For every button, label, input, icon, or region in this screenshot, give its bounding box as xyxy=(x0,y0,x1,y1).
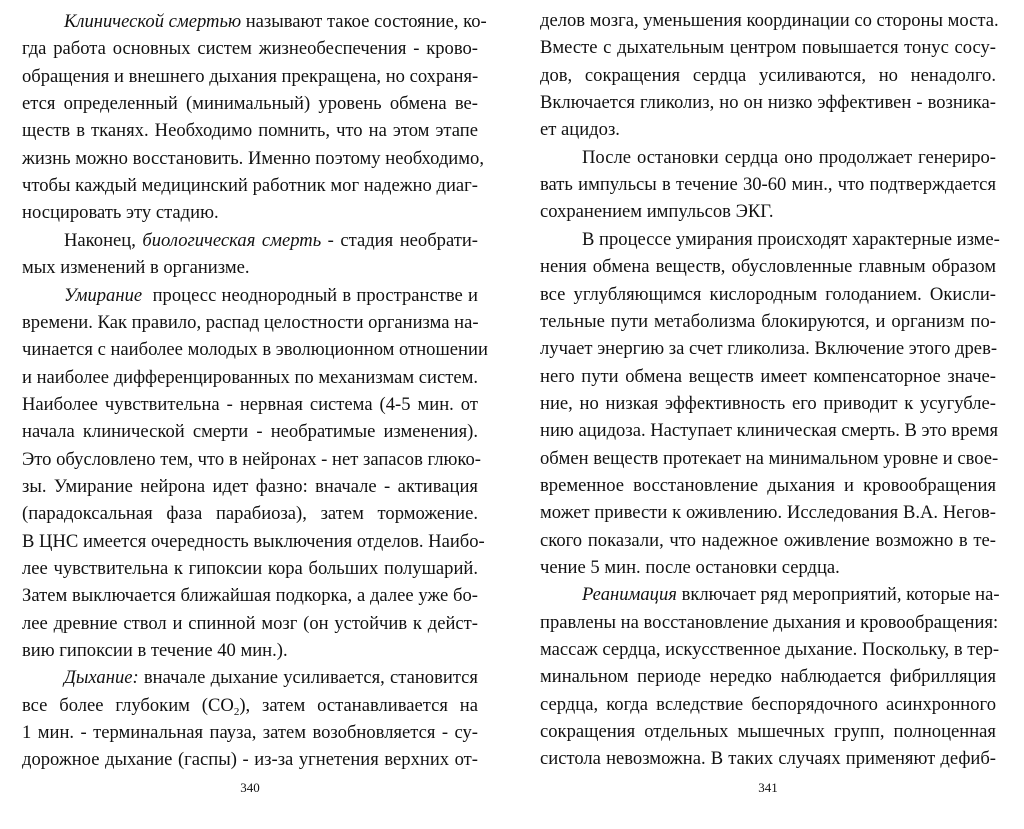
text-run: обмен веществ протекает на минимальном уровне и свое- xyxy=(540,447,999,469)
text-line xyxy=(22,282,478,309)
text-run: носцировать эту стадию. xyxy=(22,202,219,224)
text-line xyxy=(540,554,996,581)
left-page-number: 340 xyxy=(240,780,260,795)
text-run: сохранением импульсов ЭКГ. xyxy=(540,201,774,223)
text-run: все более глубоким (СО xyxy=(22,694,234,716)
text-line xyxy=(22,63,478,90)
text-run: Это обусловлено тем, что в нейронах - нет запасов глюко- xyxy=(22,448,481,470)
text-line xyxy=(22,637,478,664)
text-line xyxy=(22,90,478,117)
text-run: лее древние ствол и спинной мозг (он устойчив к дейст- xyxy=(22,612,478,634)
text-run: (парадоксальная фаза парабиоза), затем торможение. xyxy=(22,503,478,525)
text-line xyxy=(22,227,478,254)
text-line xyxy=(22,8,487,35)
text-run: чтобы каждый медицинский работник мог надежно диаг- xyxy=(22,175,478,197)
text-line xyxy=(22,254,478,281)
text-run: нения обмена веществ, обусловленные главным образом xyxy=(540,256,996,278)
text-run: тельные пути метаболизма блокируются, и организм по- xyxy=(540,310,996,332)
text-line xyxy=(540,581,1000,608)
text-run: жизнь можно восстановить. Именно поэтому необходимо, xyxy=(22,147,484,169)
text-run: вию гипоксии в течение 40 мин.). xyxy=(22,640,288,662)
text-line xyxy=(540,89,996,116)
text-line xyxy=(22,582,478,609)
text-line xyxy=(540,171,996,198)
text-line xyxy=(540,745,996,772)
text-line xyxy=(22,692,478,719)
text-line xyxy=(22,117,478,144)
text-run: гда работа основных систем жизнеобеспечения - крово- xyxy=(22,38,478,60)
text-run: вначале дыхание усиливается, становится xyxy=(138,667,478,689)
text-run: ского показали, что надежное оживление возможно в те- xyxy=(540,529,996,551)
italic-term: Клинической смертью xyxy=(64,11,242,32)
text-line xyxy=(22,172,478,199)
text-run: ществ в тканях. Необходимо помнить, что на этом этапе xyxy=(22,120,478,142)
text-run: процесс неоднородный в пространстве и xyxy=(142,284,478,306)
text-run: ет ацидоз. xyxy=(540,119,620,141)
text-run: Затем выключается ближайшая подкорка, а далее уже бо- xyxy=(22,585,478,607)
text-line xyxy=(22,664,478,691)
text-line xyxy=(540,499,996,526)
text-line xyxy=(22,746,478,773)
text-line xyxy=(540,390,996,417)
text-line xyxy=(540,335,996,362)
text-run: сокращения отдельных мышечных групп, полноценная xyxy=(540,721,996,743)
italic-term: биологическая смерть xyxy=(142,229,322,251)
text-line xyxy=(540,472,996,499)
right-page-number: 341 xyxy=(758,780,778,795)
text-line xyxy=(540,663,996,690)
text-run: дов, сокращения сердца усиливаются, но ненадолго. xyxy=(540,64,996,86)
text-run: и наиболее дифференцированных по механизмам систем. xyxy=(22,366,478,388)
text-run: минальном периоде нередко наблюдается фибрилляция xyxy=(540,666,996,688)
text-line xyxy=(540,62,996,89)
text-run: ), затем останавливается на xyxy=(239,694,478,716)
text-run: ется определенный (минимальный) уровень обмена ве- xyxy=(22,93,478,115)
text-line xyxy=(22,473,478,500)
text-line xyxy=(22,446,481,473)
text-line xyxy=(540,281,996,308)
text-run: 1 мин. - терминальная пауза, затем возобновляется - су- xyxy=(22,722,478,744)
text-run: нию ацидоза. Наступает клиническая смерть. В это время xyxy=(540,420,999,442)
text-line xyxy=(22,309,478,336)
text-run: дорожное дыхание (гаспы) - из-за угнетения верхних от- xyxy=(22,749,478,771)
text-run: массаж сердца, искусственное дыхание. Поскольку, в тер- xyxy=(540,639,1000,661)
text-line xyxy=(22,528,485,555)
text-line xyxy=(540,527,996,554)
text-line xyxy=(540,718,996,745)
text-run: включает ряд мероприятий, которые на- xyxy=(676,584,1000,606)
text-run: вать импульсы в течение 30-60 мин., что подтверждается xyxy=(540,174,996,196)
text-run: называют такое состояние, ко- xyxy=(241,11,487,32)
text-line xyxy=(22,145,484,172)
text-line xyxy=(22,500,478,527)
text-line xyxy=(540,198,996,225)
text-line xyxy=(540,116,996,143)
text-line xyxy=(22,719,478,746)
text-run: После остановки сердца оно продолжает генериро- xyxy=(582,146,996,168)
text-line xyxy=(22,336,488,363)
text-line xyxy=(540,691,996,718)
text-run: систола невозможна. В таких случаях применяют дефиб- xyxy=(540,748,996,770)
text-run: В процессе умирания происходят характерные изме- xyxy=(582,228,1000,250)
text-line xyxy=(540,226,1000,253)
text-line xyxy=(540,363,996,390)
text-line xyxy=(540,445,999,472)
text-run: может привести к оживлению. Исследования В.А. Негов- xyxy=(540,502,996,524)
text-run: чение 5 мин. после остановки сердца. xyxy=(540,557,840,578)
text-line xyxy=(540,253,996,280)
text-run: него пути обмена веществ имеет компенсаторное значе- xyxy=(540,365,996,387)
italic-term: Дыхание: xyxy=(64,667,139,689)
text-line xyxy=(540,417,999,444)
text-run: чинается с наиболее молодых в эволюционном отношении xyxy=(22,339,488,361)
text-run: Включается гликолиз, но он низко эффективен - возника- xyxy=(540,92,996,114)
text-line xyxy=(540,636,1000,663)
text-line xyxy=(22,199,478,226)
text-line xyxy=(540,609,999,636)
text-run: В ЦНС имеется очередность выключения отделов. Наибо- xyxy=(22,530,485,552)
text-run: зы. Умирание нейрона идет фазно: вначале - активация xyxy=(22,475,478,497)
text-run: мых изменений в организме. xyxy=(22,257,250,279)
text-run: все углубляющимся кислородным голоданием. Окисли- xyxy=(540,283,996,305)
text-line xyxy=(22,35,478,62)
text-line xyxy=(540,34,996,61)
text-run: лучает энергию за счет гликолиза. Включение этого древ- xyxy=(540,338,998,360)
text-run: Вместе с дыхательным центром повышается тонус сосу- xyxy=(540,37,996,59)
text-run: ние, но низкая эффективность его приводит к усугубле- xyxy=(540,392,996,414)
text-run: Наиболее чувствительна - нервная система (4-5 мин. от xyxy=(22,393,478,415)
text-line xyxy=(22,391,478,418)
text-line xyxy=(540,308,996,335)
text-run: - стадия необрати- xyxy=(321,229,478,251)
text-run: лее чувствительна к гипоксии кора больших полушарий. xyxy=(22,558,478,579)
text-line xyxy=(540,144,996,171)
text-run: временное восстановление дыхания и кровообращения xyxy=(540,474,996,496)
text-line xyxy=(22,610,478,637)
text-run: времени. Как правило, распад целостности организма на- xyxy=(22,311,479,333)
text-run: правлены на восстановление дыхания и кровообращения: xyxy=(540,611,999,633)
text-run: сердца, когда вследствие беспорядочного асинхронного xyxy=(540,693,996,715)
italic-term: Умирание xyxy=(64,284,143,306)
text-run: обращения и внешнего дыхания прекращена, но сохраня- xyxy=(22,65,479,87)
text-line xyxy=(22,555,478,582)
text-line xyxy=(540,7,999,34)
text-line xyxy=(22,418,478,445)
subscript: 2 xyxy=(233,705,240,718)
text-line xyxy=(22,364,478,391)
italic-term: Реанимация xyxy=(582,584,677,606)
text-run: начала клинической смерти - необратимые изменения). xyxy=(22,421,478,443)
text-run: делов мозга, уменьшения координации со стороны моста. xyxy=(540,10,999,31)
text-run: Наконец, xyxy=(64,229,143,251)
